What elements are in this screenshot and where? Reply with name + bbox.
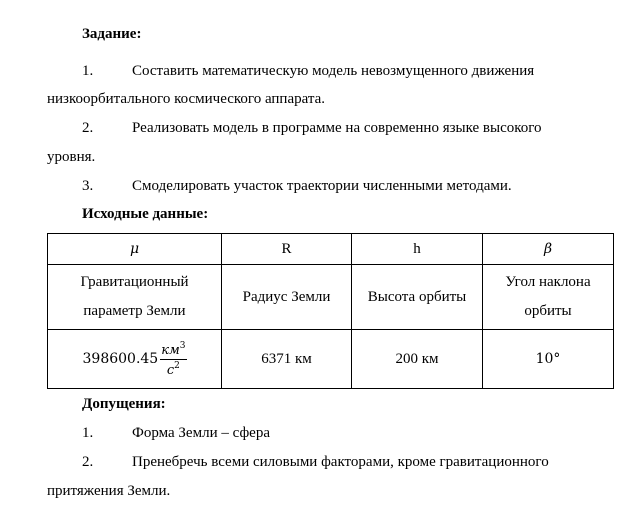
table-cell-r-value	[222, 330, 352, 389]
task-item-1-text: Составить математическую модель невозмущенного движения	[132, 63, 535, 79]
beta-symbol: β	[543, 240, 553, 257]
h-description: Высота орбиты	[367, 288, 467, 305]
assumption-item-2-text: Пренебречь всеми силовыми факторами, кроме гравитационного	[132, 454, 549, 470]
table-cell-mu-symbol	[48, 234, 222, 265]
mu-unit-fraction	[160, 342, 186, 377]
table-row-descriptions	[48, 265, 614, 330]
assumption-item-1-number: 1.	[82, 425, 94, 441]
table-cell-mu-description	[48, 265, 222, 330]
radius-value: 6371 км	[261, 350, 312, 367]
assumptions-heading: Допущения:	[82, 396, 166, 412]
table-cell-r-symbol	[222, 234, 352, 265]
height-value: 200 км	[395, 350, 439, 367]
table-cell-beta-description	[483, 265, 614, 330]
task-item-2-text: Реализовать модель в программе на современно языке высокого	[132, 120, 542, 136]
beta-description-line-2: орбиты	[524, 303, 572, 319]
mu-unit-denominator-base: c	[166, 362, 175, 378]
table-row-symbols	[48, 234, 614, 265]
mu-unit-denominator-exponent: 2	[174, 360, 180, 371]
source-data-table	[47, 233, 614, 389]
mu-unit-denominator	[167, 360, 180, 377]
assumption-item-1-text: Форма Земли – сфера	[132, 425, 270, 441]
task-item-1-number: 1.	[82, 63, 94, 79]
table-cell-r-description	[222, 265, 352, 330]
task-item-1-continuation: низкоорбитального космического аппарата.	[47, 91, 326, 107]
task-heading: Задание:	[82, 26, 142, 42]
table-cell-h-description	[352, 265, 483, 330]
h-symbol: h	[413, 240, 421, 257]
r-symbol: R	[281, 240, 292, 257]
table-cell-h-value	[352, 330, 483, 389]
table-cell-h-symbol	[352, 234, 483, 265]
table-cell-beta-value	[483, 330, 614, 389]
mu-unit-numerator	[160, 342, 186, 360]
table-cell-mu-value	[48, 330, 222, 389]
beta-description-line-1: Угол наклона	[505, 274, 591, 290]
mu-description-line-1: Гравитационный	[80, 274, 189, 290]
assumption-item-2-continuation: притяжения Земли.	[47, 483, 171, 499]
mu-description-line-2: параметр Земли	[83, 303, 186, 319]
task-item-3-number: 3.	[82, 178, 94, 194]
r-description: Радиус Земли	[242, 288, 331, 305]
angle-value: 10°	[535, 350, 561, 367]
mu-unit-numerator-base: км	[161, 342, 180, 358]
mu-unit-numerator-exponent: 3	[179, 340, 186, 351]
mu-value-number: 398600.45	[82, 351, 159, 367]
task-item-2-continuation: уровня.	[47, 149, 96, 165]
assumption-item-2-number: 2.	[82, 454, 94, 470]
table-row-values	[48, 330, 614, 389]
table-cell-beta-symbol	[483, 234, 614, 265]
task-item-2-number: 2.	[82, 120, 94, 136]
mu-symbol: μ	[129, 240, 140, 257]
task-item-3-text: Смоделировать участок траектории численными методами.	[132, 178, 512, 194]
mu-value	[83, 342, 187, 377]
source-data-heading: Исходные данные:	[82, 206, 209, 222]
